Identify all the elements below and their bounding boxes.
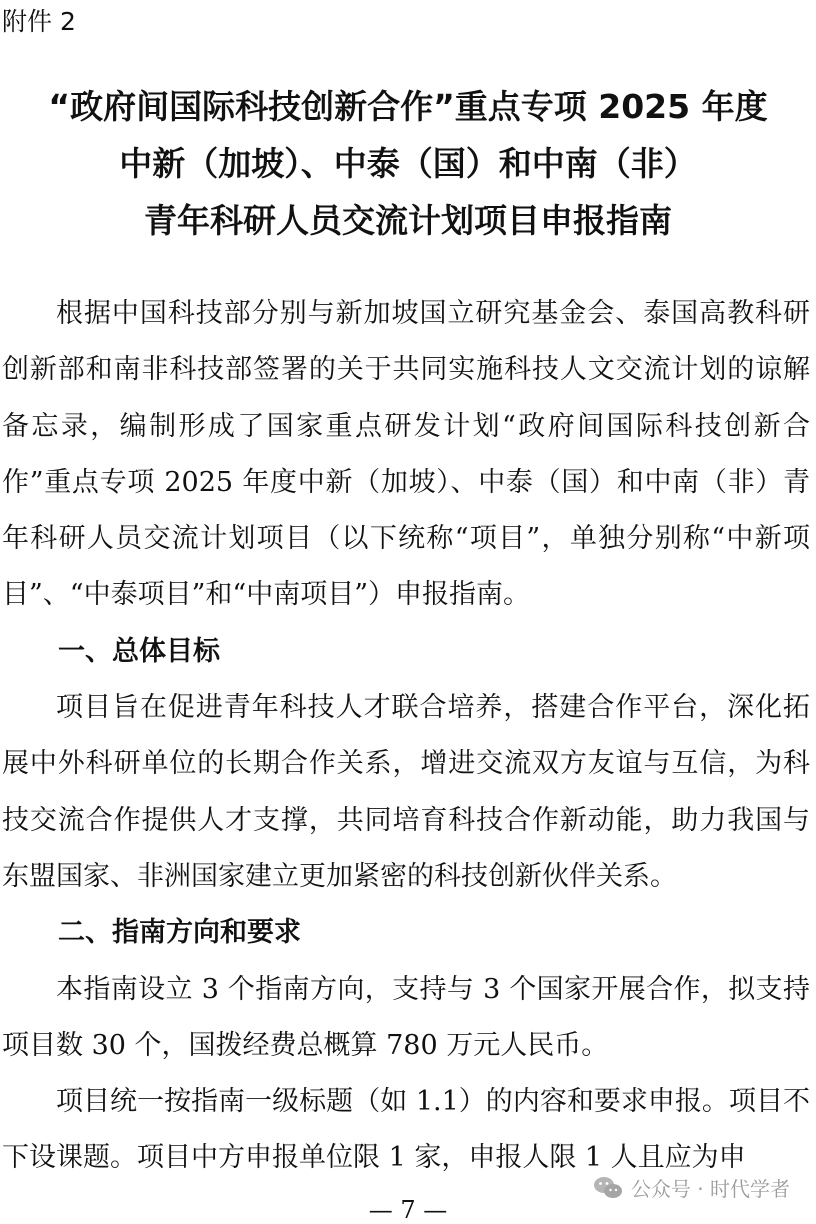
- section1-paragraph: 项目旨在促进青年科技人才联合培养，搭建合作平台，深化拓展中外科研单位的长期合作关系，增进交流双方友谊与互信，为科技交流合作提供人才支撑，共同培育科技合作新动能，助力我国与东盟国家、非洲国家建立更加紧密的科技创新伙伴关系。: [2, 692, 810, 892]
- section2-paragraph-2: 项目统一按指南一级标题（如 1.1）的内容和要求申报。项目不下设课题。项目中方申报单位限 1 家，申报人限 1 人且应为申: [2, 1086, 810, 1174]
- document-body: [2, 286, 810, 1187]
- title-line-3: 青年科研人员交流计划项目申报指南: [144, 201, 672, 240]
- intro-paragraph: 根据中国科技部分别与新加坡国立研究基金会、泰国高教科研创新部和南非科技部签署的关于共同实施科技人文交流计划的谅解备忘录，编制形成了国家重点研发计划“政府间国际科技创新合作”重点专项 2025 年度中新（加坡）、中泰（国）和中南（非）青年科研人员交流计划项目（以下统称“项目”，单独分别称“中新项目”、“中泰项目”和“中南项目”）申报指南。: [2, 298, 810, 611]
- section1-heading: 一、总体目标: [58, 635, 220, 667]
- document-title: [0, 78, 816, 249]
- title-line-1: “政府间国际科技创新合作”重点专项 2025 年度: [48, 87, 768, 126]
- section2-heading: 二、指南方向和要求: [58, 917, 301, 949]
- page-number: — 7 —: [368, 1196, 448, 1224]
- title-line-2: 中新（加坡）、中泰（国）和中南（非）: [119, 144, 697, 183]
- section2-paragraph-1: 本指南设立 3 个指南方向，支持与 3 个国家开展合作，拟支持项目数 30 个，国拨经费总概算 780 万元人民币。: [2, 973, 810, 1061]
- watermark-text: 公众号 · 时代学者: [630, 1177, 790, 1201]
- attachment-label: 附件 2: [2, 7, 76, 36]
